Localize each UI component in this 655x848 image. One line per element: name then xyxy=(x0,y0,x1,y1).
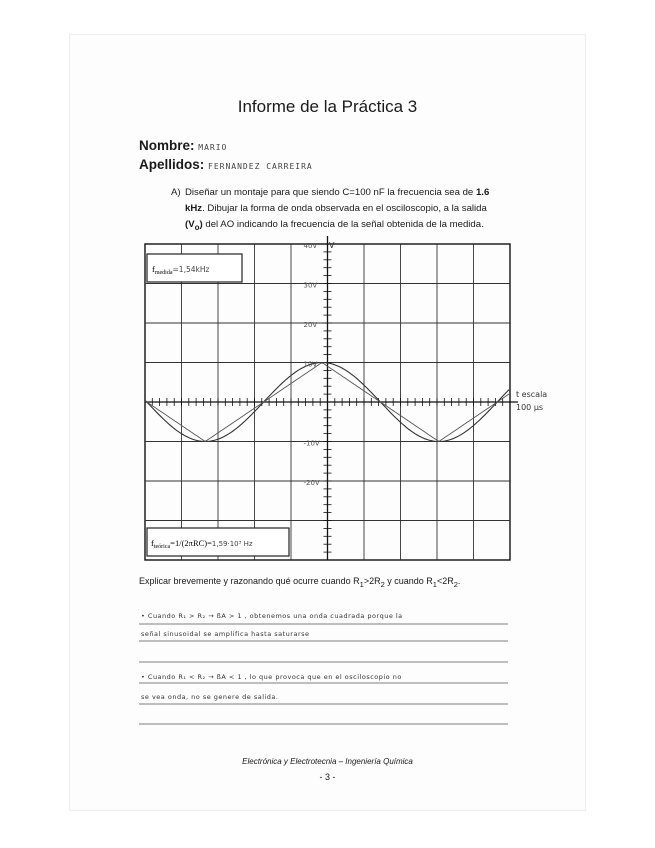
nombre-label: Nombre: xyxy=(139,138,195,153)
f-teorica-text: $f_{teórica}=1/(2\pi RC)=1,59\cdot 10^3$ Hz xyxy=(151,538,253,550)
answer-line-2: señal sinusoidal se amplifica hasta saturarse xyxy=(141,630,310,638)
question-text-2: . Dibujar la forma de onda observada en el osciloscopio, a la salida xyxy=(202,203,487,214)
apellidos-value: FERNANDEZ CARREIRA xyxy=(208,162,313,171)
apellidos-label: Apellidos: xyxy=(139,157,205,172)
question-text-3: del AO indicando la frecuencia de la señal obtenida de la medida. xyxy=(202,219,484,230)
f-medida-text: $f_{medida}=1,54kHz$ xyxy=(152,264,210,276)
time-scale-note-2: 100 µs xyxy=(516,403,544,412)
time-scale-note-1: t escala xyxy=(516,390,548,399)
y-tick-label: -10V xyxy=(303,439,320,448)
answer-line-4: se vea onda, no se genere de salida. xyxy=(141,693,279,701)
nombre-value: MARIO xyxy=(198,143,228,152)
answer-line-1: • Cuando R₁ > R₂ → ßA > 1 , obtenemos una onda cuadrada porque la xyxy=(141,612,403,620)
question-text-1: Diseñar un montaje para que siendo C=100 nF la frecuencia sea de xyxy=(185,187,476,198)
explain-prompt: Explicar brevemente y razonando qué ocurre cuando $R_1>2R_2$ y cuando $R_1<2R_2$. xyxy=(139,576,461,589)
question-freq: 1.6 kHz xyxy=(185,187,490,214)
question-letter: A) xyxy=(171,187,181,198)
y-tick-label: 40V xyxy=(303,242,318,250)
answer-line-3: • Cuando R₁ < R₂ → ßA < 1 , lo que provoca que en el osciloscopio no xyxy=(141,673,402,681)
question-vo: $(V_o)$ xyxy=(185,219,203,232)
y-tick-label: 30V xyxy=(303,281,318,290)
y-tick-label: -20V xyxy=(303,479,320,487)
footer-course: Electrónica y Electrotecnia – Ingeniería Química xyxy=(242,757,413,766)
page-number: - 3 - xyxy=(319,772,336,782)
y-tick-label: 20V xyxy=(303,321,318,329)
axis-v-label: V xyxy=(329,241,335,250)
y-tick-label: 10V xyxy=(303,360,318,369)
page-title: Informe de la Práctica 3 xyxy=(237,97,418,116)
